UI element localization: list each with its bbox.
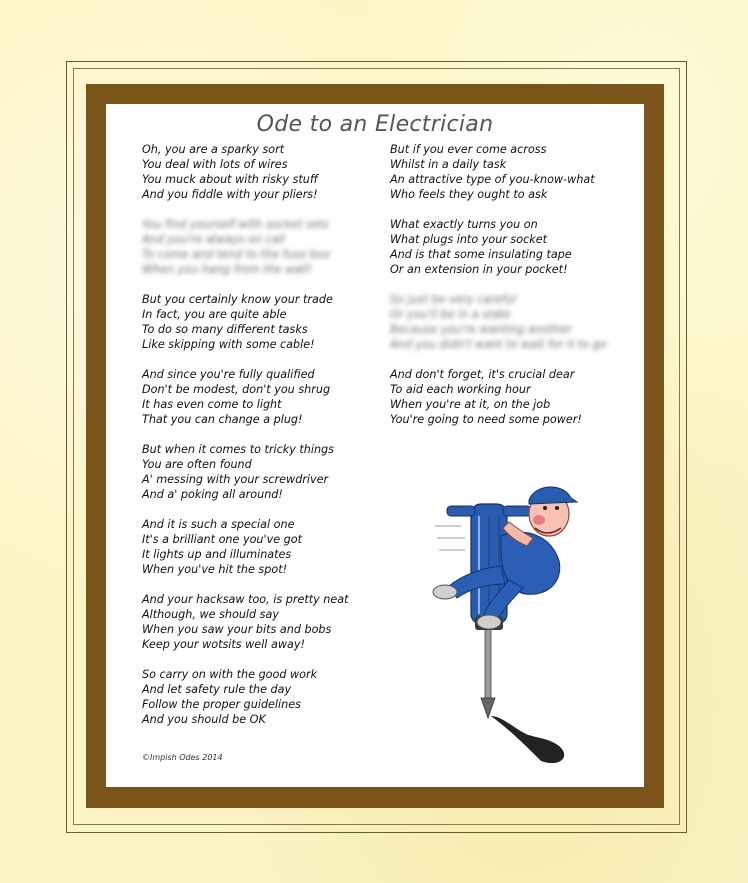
poem-title: Ode to an Electrician — [256, 112, 494, 137]
poem-line: What exactly turns you on — [390, 218, 538, 231]
poem-line: In fact, you are quite able — [142, 308, 287, 321]
poem-line: You deal with lots of wires — [142, 158, 288, 171]
poem-line: So just be very careful — [390, 293, 516, 306]
poem-line: So carry on with the good work — [142, 668, 318, 681]
poem-line: And you fiddle with your pliers! — [142, 188, 318, 201]
poem-line: Follow the proper guidelines — [142, 698, 301, 711]
poem-line: It's a brilliant one you've got — [142, 533, 302, 546]
poem-line: Who feels they ought to ask — [390, 188, 548, 201]
poem-stanza — [390, 142, 630, 202]
poem-line: Or you'll be in a state — [390, 308, 511, 321]
poem-stanza — [142, 442, 362, 502]
poem-line: But if you ever come across — [390, 143, 547, 156]
poem-line: To come and tend to the fuse box — [142, 248, 331, 261]
poem-line: When you saw your bits and bobs — [142, 623, 332, 636]
poem-line: You're going to need some power! — [390, 413, 582, 426]
poem-line: You are often found — [142, 458, 252, 471]
poem-line: And a' poking all around! — [142, 488, 283, 501]
poem-stanza — [142, 292, 362, 352]
poem-line: And since you're fully qualified — [142, 368, 315, 381]
poem-line: Whilst in a daily task — [390, 158, 507, 171]
poem-stanza — [142, 592, 362, 652]
poem-line: But you certainly know your trade — [142, 293, 333, 306]
poem-line: And it is such a special one — [142, 518, 295, 531]
poem-line: Don't be modest, don't you shrug — [142, 383, 331, 396]
poem-line: And don't forget, it's crucial dear — [390, 368, 575, 381]
poem-right-column — [390, 142, 630, 442]
poem-stanza — [142, 517, 362, 577]
poem-line: When you've hit the spot! — [142, 563, 288, 576]
poem-line: Or an extension in your pocket! — [390, 263, 568, 276]
poem-line: You muck about with risky stuff — [142, 173, 318, 186]
poem-line: And let safety rule the day — [142, 683, 292, 696]
poem-stanza — [390, 292, 630, 352]
poem-line: When you're at it, on the job — [390, 398, 551, 411]
poem-left-column — [142, 142, 362, 742]
poem-line: It lights up and illuminates — [142, 548, 292, 561]
poem-line: That you can change a plug! — [142, 413, 303, 426]
poem-stanza — [142, 367, 362, 427]
poem-line: And your hacksaw too, is pretty neat — [142, 593, 349, 606]
poem-line: To aid each working hour — [390, 383, 531, 396]
poem-stanza — [142, 667, 362, 727]
copyright-notice: ©Impish Odes 2014 — [142, 753, 223, 762]
poem-line: A' messing with your screwdriver — [142, 473, 329, 486]
electrician-jackhammer-icon — [431, 476, 631, 766]
poem-stanza — [142, 142, 362, 202]
poem-line: Oh, you are a sparky sort — [142, 143, 285, 156]
poem-line: And is that some insulating tape — [390, 248, 572, 261]
poem-stanza — [390, 367, 630, 427]
poem-line: It has even come to light — [142, 398, 282, 411]
poem-line: An attractive type of you-know-what — [390, 173, 595, 186]
poem-line: When you hang from the wall! — [142, 263, 312, 276]
poem-line: Although, we should say — [142, 608, 279, 621]
poem-line: You find yourself with socket sets — [142, 218, 329, 231]
poem-line: And you're always on call — [142, 233, 285, 246]
poem-line: Because you're wanting another — [390, 323, 572, 336]
poem-line: Keep your wotsits well away! — [142, 638, 305, 651]
poem-stanza — [142, 217, 362, 277]
poem-line: To do so many different tasks — [142, 323, 308, 336]
poem-line: But when it comes to tricky things — [142, 443, 334, 456]
poem-line: What plugs into your socket — [390, 233, 548, 246]
poem-line: Like skipping with some cable! — [142, 338, 315, 351]
poem-line: And you should be OK — [142, 713, 266, 726]
poem-sheet — [106, 104, 644, 787]
poem-line: And you didn't want to wait for it to go — [390, 338, 607, 351]
poem-stanza — [390, 217, 630, 277]
